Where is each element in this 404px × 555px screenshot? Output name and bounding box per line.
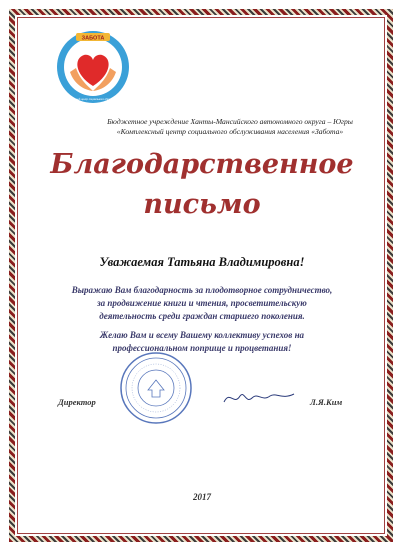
handwritten-signature-icon xyxy=(220,384,300,410)
organization-name xyxy=(80,117,380,137)
greeting: Уважаемая Татьяна Владимировна! xyxy=(99,255,305,269)
paragraph-1-line-1: Выражаю Вам благодарность за плодотворное сотрудничество, xyxy=(71,285,333,295)
paragraph-1-line-2: за продвижение книги и чтения, просветительскую xyxy=(97,298,307,308)
zabota-logo-icon xyxy=(52,24,134,106)
logo-banner-text: ЗАБОТА xyxy=(81,35,105,42)
year: 2017 xyxy=(193,492,211,502)
paragraph-2-line-2: профессиональном поприще и процветания! xyxy=(112,343,292,353)
title-line-1: Благодарственное xyxy=(50,149,354,180)
title-line-2: письмо xyxy=(143,189,261,220)
letter-body xyxy=(40,284,364,361)
logo-ring-text: Комплексный центр социального обслуживания xyxy=(64,98,122,101)
organization-line-2: «Комплексный центр социального обслуживания населения «Забота» xyxy=(116,127,344,136)
paragraph-1 xyxy=(40,284,364,323)
director-name: Л.Я.Ким xyxy=(310,397,343,407)
organization-line-1: Бюджетное учреждение Ханты-Мансийского автономного округа – Югры xyxy=(107,117,353,126)
paragraph-2 xyxy=(40,329,364,355)
paragraph-2-line-1: Желаю Вам и всему Вашему коллективу успехов на xyxy=(99,330,305,340)
official-stamp-icon xyxy=(118,350,194,426)
paragraph-1-line-3: деятельность среди граждан старшего поколения. xyxy=(99,311,305,321)
director-title: Директор xyxy=(58,397,96,407)
